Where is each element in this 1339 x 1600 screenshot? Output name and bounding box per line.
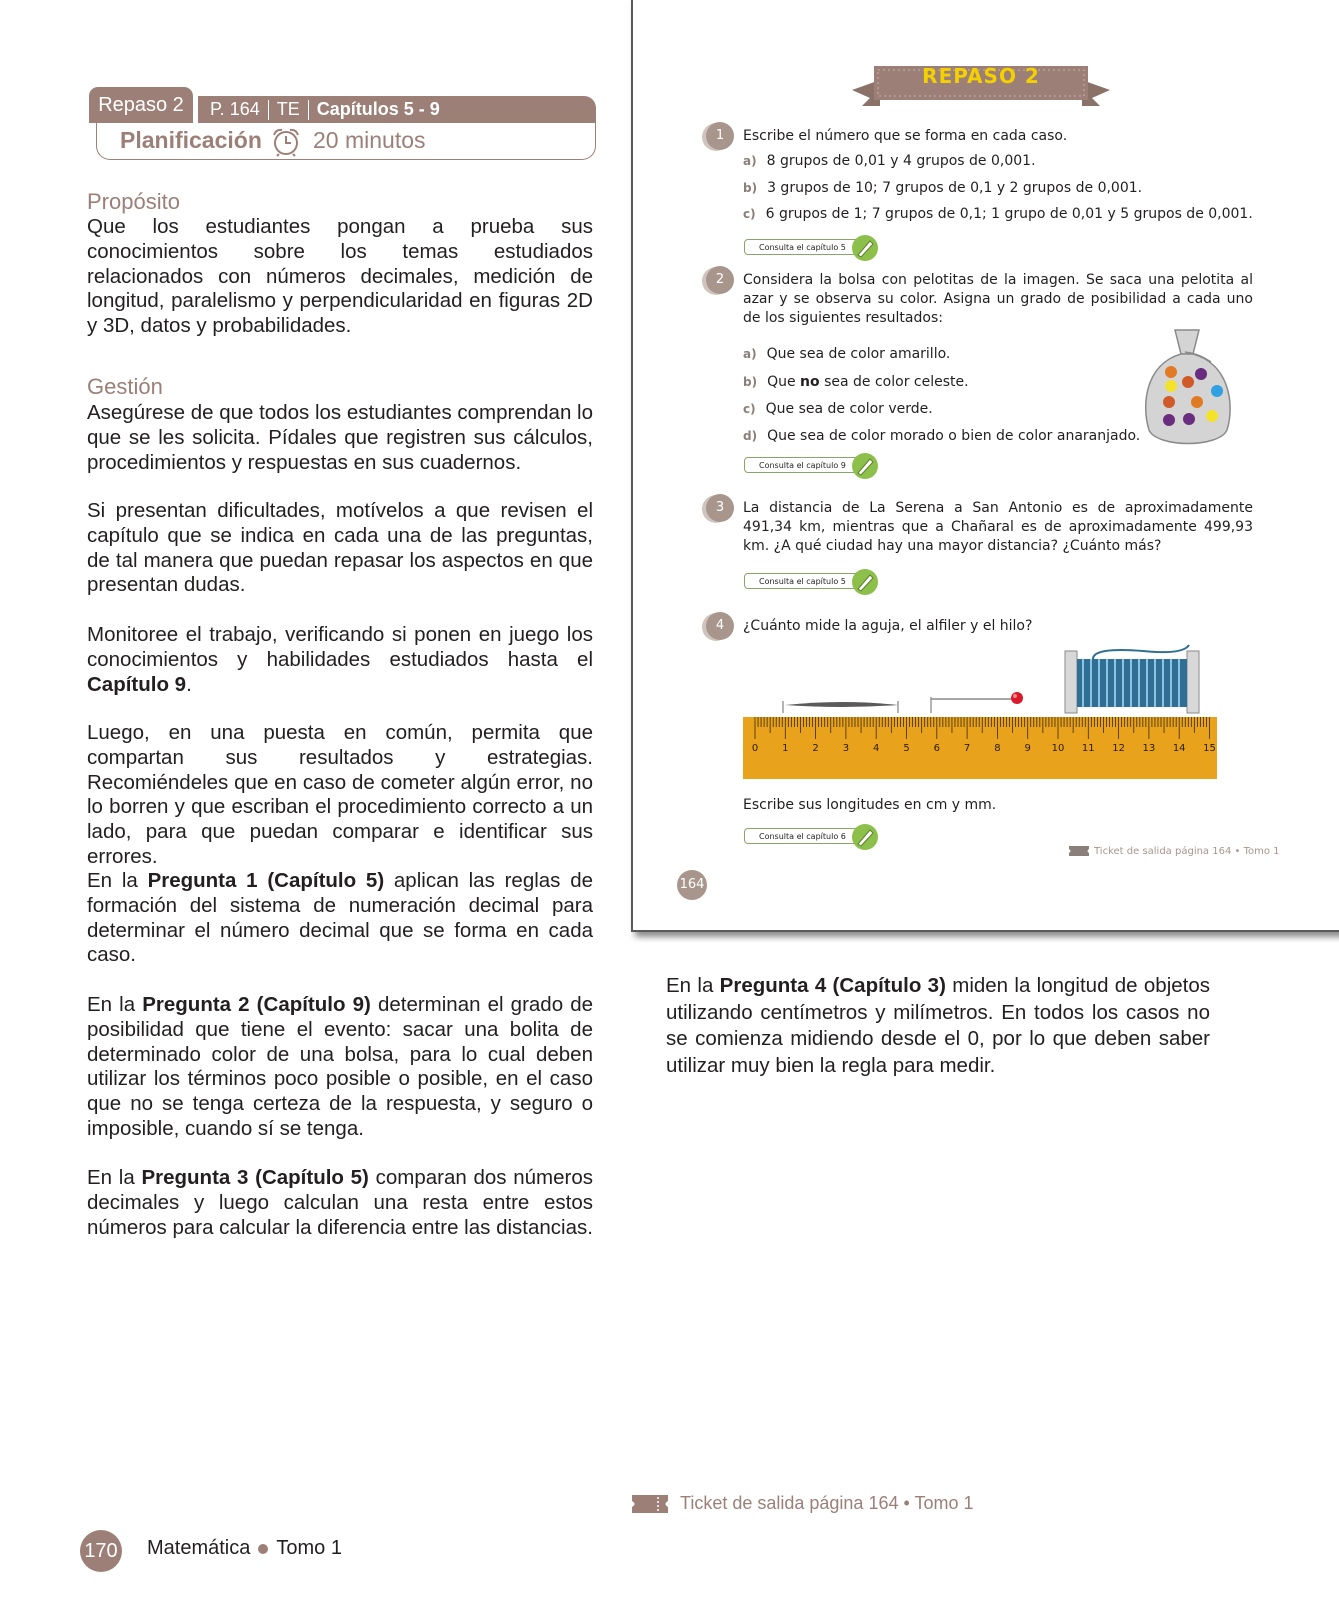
question-2b: b) Que no sea de color celeste. (743, 374, 969, 390)
gestion-paragraph-4: Luego, en una puesta en común, permita que compartan sus resultados y estrategias. Recomiéndeles que en caso de cometer algún error, no lo borren y que escriban el procedimiento correcto a un lado, para que puedan comparar e identificar sus errores. (87, 721, 593, 868)
consult-chapter-6-q4: Consulta el capítulo 6 (744, 828, 866, 844)
question-2c: c) Que sea de color verde. (743, 401, 933, 417)
footer-text: Matemática Tomo 1 (147, 1537, 342, 1559)
pregunta-2-note: En la Pregunta 2 (Capítulo 9) determinan el grado de posibilidad que tiene el evento: sacar una bolita de determinado color de una bolsa, para lo cual deben utilizar los términos poco posible o posible, en el caso que no se tenga certeza de la respuesta, y seguro o imposible, cuando sí se tenga. (87, 993, 593, 1140)
pencil-leaf-icon (850, 822, 880, 852)
ruler-label: 2 (812, 743, 819, 754)
alarm-clock-icon (270, 127, 302, 157)
question-3-text: La distancia de La Serena a San Antonio es de aproximadamente 491,34 km, mientras que a Chañaral es de aproximadamente 499,93 km. ¿A qué ciudad hay una mayor distancia? ¿Cuánto más? (743, 500, 1253, 554)
consult-chapter-9-q2: Consulta el capítulo 9 (744, 457, 866, 473)
proposito-text: Que los estudiantes pongan a prueba sus conocimientos sobre los temas estudiados relacionados con números decimales, medición de longitud, paralelismo y perpendicularidad en figuras 2D y 3D, datos y probabilidades. (87, 215, 593, 338)
book-ref: TE (276, 99, 300, 119)
ruler-label: 4 (873, 743, 880, 754)
footer-page-number: 170 (80, 1530, 122, 1572)
ruler-label: 14 (1172, 743, 1186, 754)
ruler-label: 11 (1081, 743, 1095, 754)
ruler-label: 7 (963, 743, 971, 754)
ticket-icon (632, 1495, 668, 1513)
ruler-label: 13 (1142, 743, 1156, 754)
question-2-text: Considera la bolsa con pelotitas de la imagen. Se saca una pelotita al azar y se observa su color. Asigna un grado de posibilidad a cada uno de los siguientes resultados: (743, 272, 1253, 326)
planning-title: Planificación (120, 127, 262, 153)
ruler-label: 6 (933, 743, 940, 754)
student-page-thumbnail (631, 0, 1339, 932)
ticket-icon (1069, 846, 1089, 856)
pregunta-1-note: En la Pregunta 1 (Capítulo 5) aplican las reglas de formación del sistema de numeración decimal para determinar el número decimal que se forma en cada caso. (87, 869, 593, 967)
gestion-paragraph-2: Si presentan dificultades, motívelos a que revisen el capítulo que se indica en cada una de las preguntas, de tal manera que puedan repasar los aspectos en que presentan dudas. (87, 499, 593, 597)
question-1c: c) 6 grupos de 1; 7 grupos de 0,1; 1 grupo de 0,01 y 5 grupos de 0,001. (743, 206, 1253, 222)
question-3-badge: 3 (706, 494, 734, 522)
needle-pin-thread-illustration (743, 641, 1213, 717)
ticket-main-text: Ticket de salida página 164 • Tomo 1 (680, 1493, 974, 1513)
pencil-leaf-icon (850, 567, 880, 597)
gestion-paragraph-3: Monitoree el trabajo, verificando si ponen en juego los conocimientos y habilidades estudiados hasta el Capítulo 9. (87, 623, 593, 696)
banner-title: REPASO 2 (922, 64, 1040, 88)
ticket-small-text: Ticket de salida página 164 • Tomo 1 (1094, 846, 1280, 857)
header-bar (198, 96, 596, 123)
marble-bag-illustration (1141, 324, 1235, 450)
chapters-ref: Capítulos 5 - 9 (316, 99, 440, 119)
ruler-label: 9 (1024, 743, 1031, 754)
consult-chapter-5-q1: Consulta el capítulo 5 (744, 239, 866, 255)
ruler-label: 15 (1203, 743, 1216, 754)
ruler-label: 12 (1112, 743, 1125, 754)
ruler-label: 8 (994, 743, 1001, 754)
page-ref: P. 164 (210, 99, 260, 119)
planning-time: 20 minutos (313, 127, 426, 153)
question-1-badge: 1 (706, 122, 734, 150)
question-1b: b) 3 grupos de 10; 7 grupos de 0,1 y 2 grupos de 0,001. (743, 180, 1143, 196)
question-2-badge: 2 (706, 266, 734, 294)
question-4-badge: 4 (706, 612, 734, 640)
question-1a: a) 8 grupos de 0,01 y 4 grupos de 0,001. (743, 153, 1036, 169)
question-2d: d) Que sea de color morado o bien de color anaranjado. (743, 428, 1141, 444)
question-2a: a) Que sea de color amarillo. (743, 346, 951, 362)
pregunta-4-note: En la Pregunta 4 (Capítulo 3) miden la longitud de objetos utilizando centímetros y milímetros. En todos los casos no se comienza midiendo desde el 0, por lo que deben saber utilizar muy bien la regla para medir. (666, 974, 1211, 1077)
question-4-text: ¿Cuánto mide la aguja, el alfiler y el hilo? (743, 618, 1033, 634)
ruler-label: 3 (842, 743, 850, 754)
student-page-number: 164 (677, 870, 707, 900)
ruler-label: 5 (903, 743, 910, 754)
pregunta-3-note: En la Pregunta 3 (Capítulo 5) comparan dos números decimales y luego calculan una resta entre estos números para calcular la diferencia entre las distancias. (87, 1166, 593, 1239)
gestion-paragraph-1: Asegúrese de que todos los estudiantes comprendan lo que se les solicita. Pídales que registren sus cálculos, procedimientos y respuestas en sus cuadernos. (87, 401, 594, 474)
ruler-label: 10 (1051, 743, 1065, 754)
proposito-title: Propósito (87, 189, 180, 214)
question-4-instruction: Escribe sus longitudes en cm y mm. (743, 797, 997, 813)
gestion-title: Gestión (87, 374, 163, 399)
repaso-tab: Repaso 2 (89, 87, 193, 123)
pencil-leaf-icon (850, 233, 880, 263)
footer-dot (258, 1544, 268, 1554)
ruler-label: 1 (782, 743, 789, 754)
consult-chapter-5-q3: Consulta el capítulo 5 (744, 573, 866, 589)
ruler (743, 717, 1217, 779)
ruler-label: 0 (751, 743, 759, 754)
pencil-leaf-icon (850, 451, 880, 481)
question-1-text: Escribe el número que se forma en cada caso. (743, 128, 1068, 144)
